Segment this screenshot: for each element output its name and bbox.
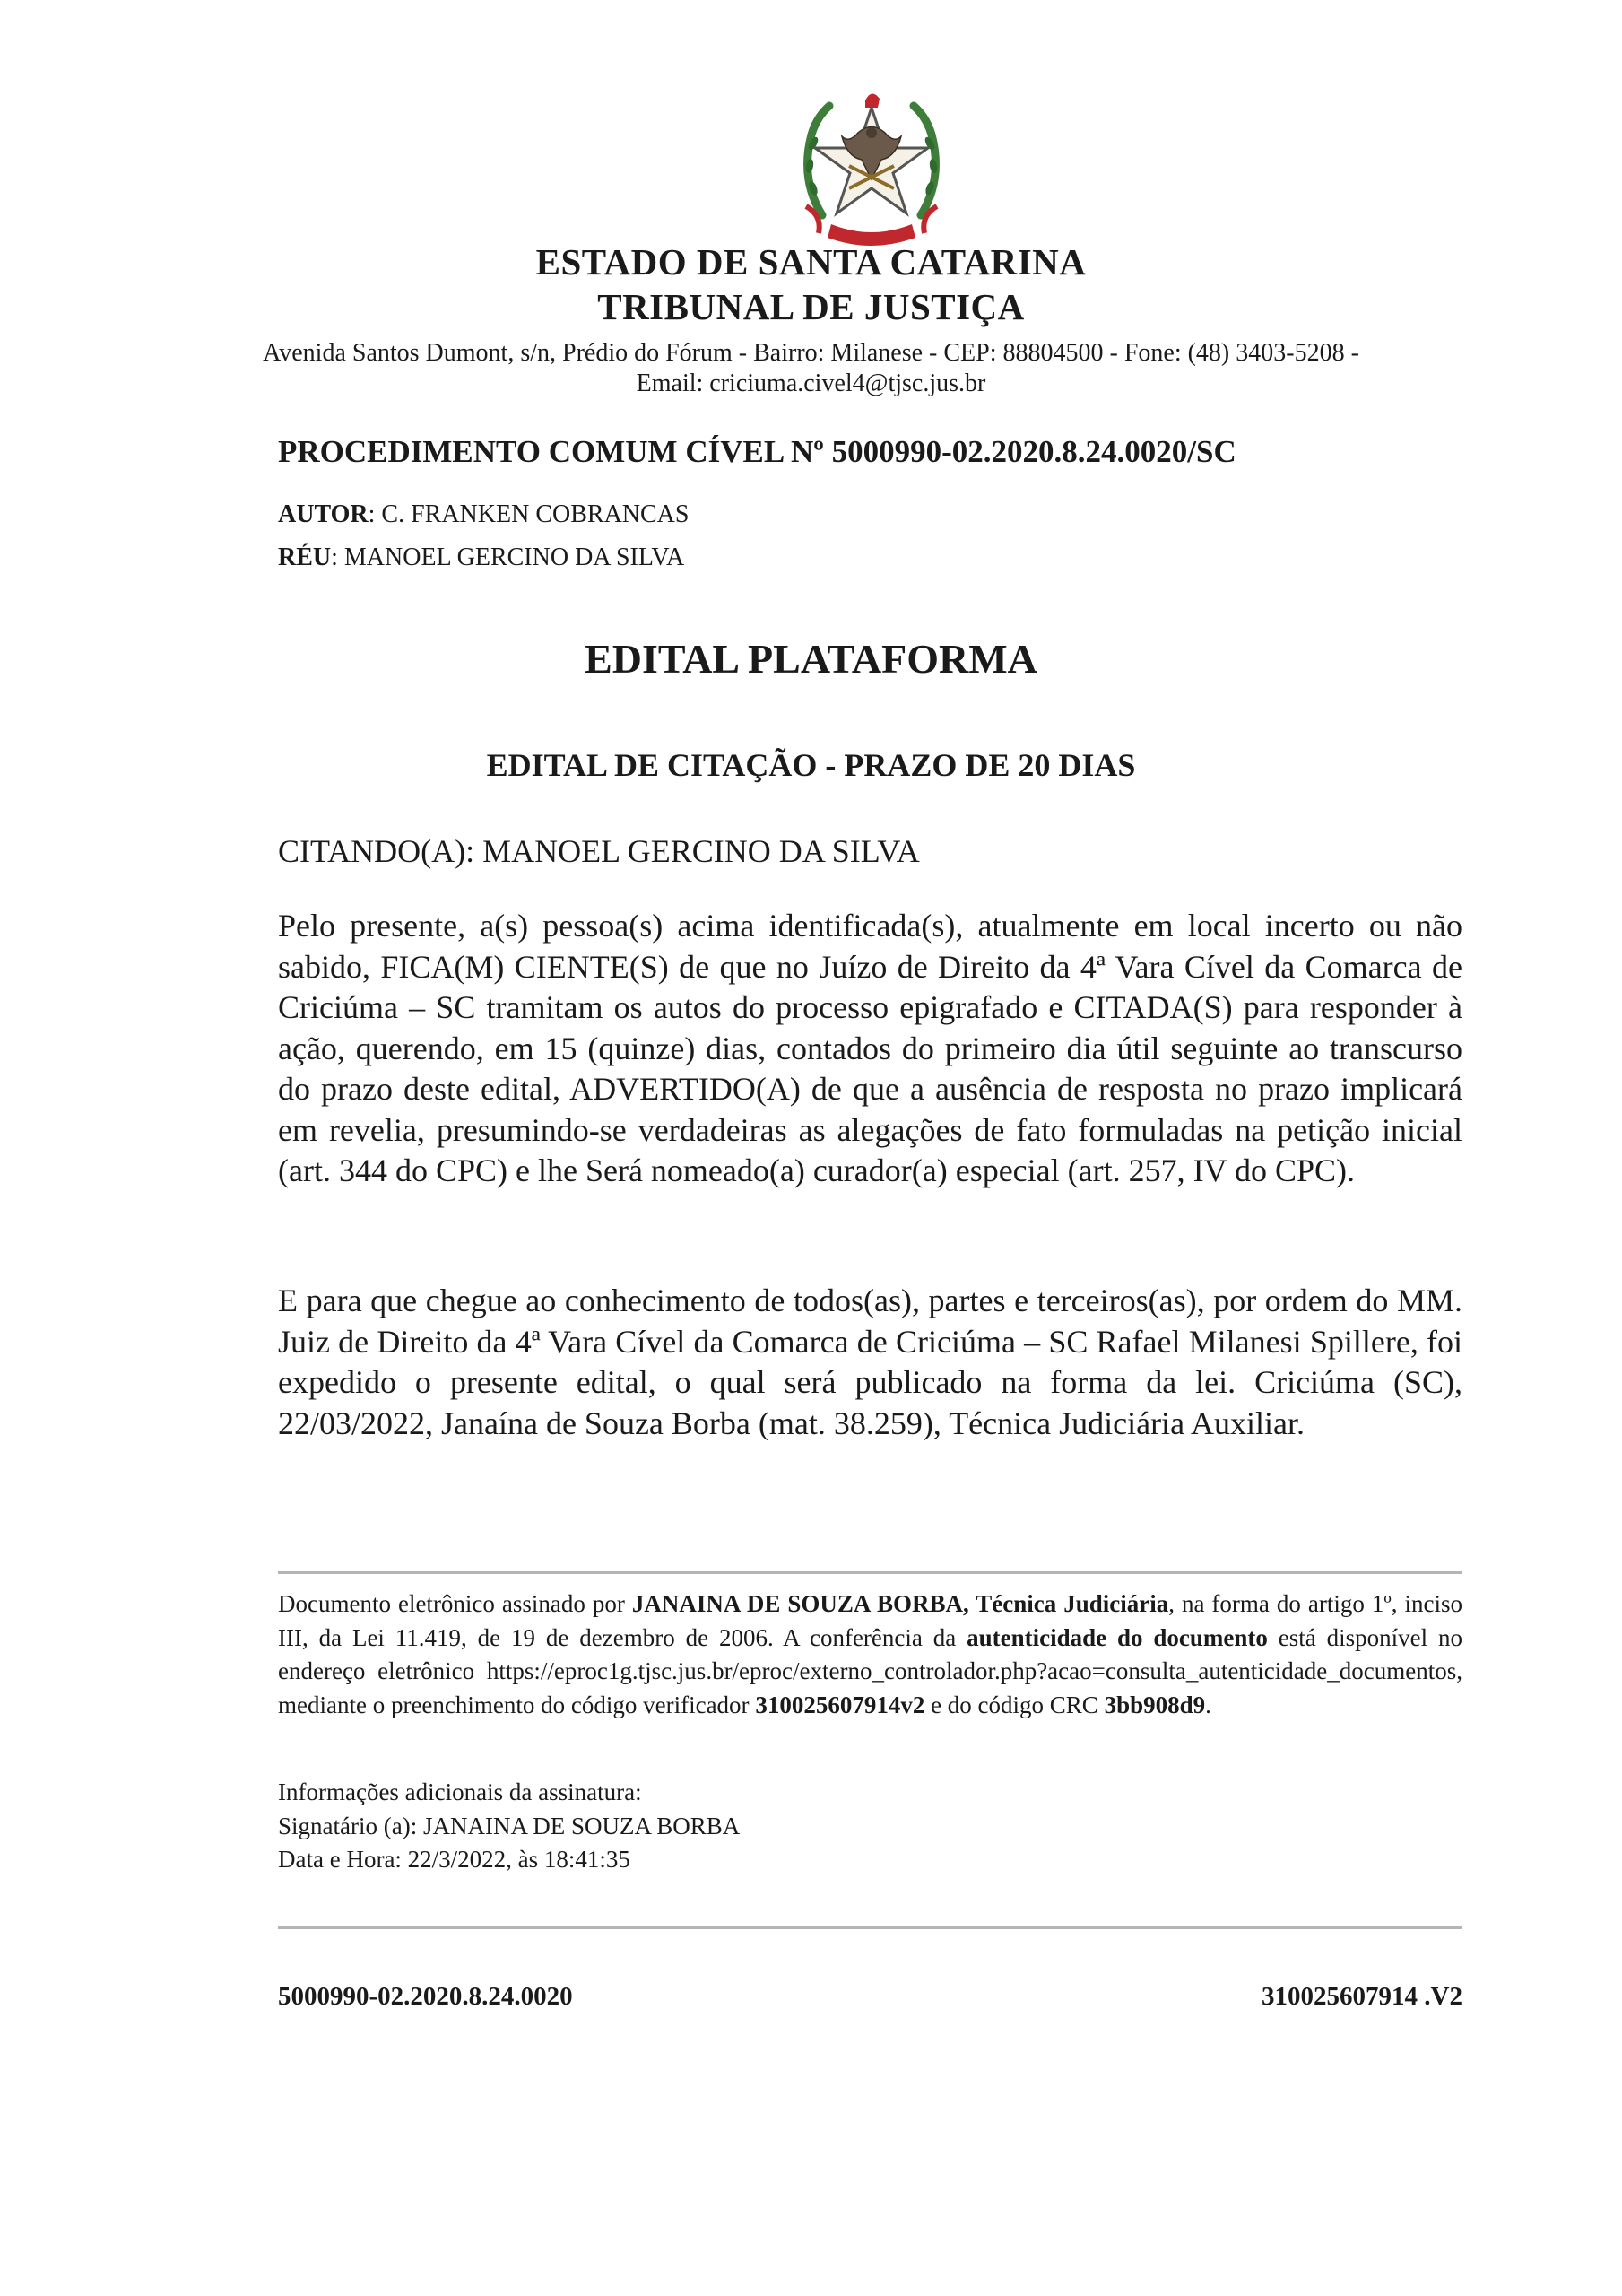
signature-info-signer: Signatário (a): JANAINA DE SOUZA BORBA bbox=[278, 1812, 741, 1839]
signature-text: Documento eletrônico assinado por bbox=[278, 1590, 632, 1617]
divider-top bbox=[278, 1571, 1462, 1574]
signature-info-title: Informações adicionais da assinatura: bbox=[278, 1779, 642, 1805]
reu-value: : MANOEL GERCINO DA SILVA bbox=[331, 544, 685, 571]
court-address: Avenida Santos Dumont, s/n, Prédio do Fórum - Bairro: Milanese - CEP: 88804500 - Fone: (48) 3403-5208 - bbox=[263, 339, 1359, 367]
divider-bottom bbox=[278, 1926, 1462, 1929]
body-paragraph-1: Pelo presente, a(s) pessoa(s) acima identificada(s), atualmente em local incerto ou não sabido, FICA(M) CIENTE(S) de que no Juízo de Direito da 4ª Vara Cível da Comarca de Criciúma – SC tramitam os autos do processo epigrafado e CITADA(S) para responder à ação, querendo, em 15 (quinze) dias, contados do primeiro dia útil seguinte ao transcurso do prazo deste edital, ADVERTIDO(A) de que a ausência de resposta no prazo implicará em revelia, presumindo-se verdadeiras as alegações de fato formuladas na petição inicial (art. 344 do CPC) e lhe Será nomeado(a) curador(a) especial (art. 257, IV do CPC). bbox=[278, 908, 1462, 1188]
court-email: Email: criciuma.civel4@tjsc.jus.br bbox=[636, 370, 986, 397]
body-paragraph-2: E para que chegue ao conhecimento de todos(as), partes e terceiros(as), por ordem do MM. Juiz de Direito da 4ª Vara Cível da Comarca de Criciúma – SC Rafael Milanesi Spillere, foi expedido o presente edital, o qual será publicado na forma da lei. Criciúma (SC), 22/03/2022, Janaína de Souza Borba (mat. 38.259), Técnica Judiciária Auxiliar. bbox=[278, 1283, 1462, 1441]
state-title: ESTADO DE SANTA CATARINA bbox=[535, 241, 1087, 283]
process-title: PROCEDIMENTO COMUM CÍVEL Nº 5000990-02.2020.8.24.0020/SC bbox=[278, 434, 1236, 469]
signature-text: está disponível no endereço eletrônico https://eproc1g.tjsc.jus.br/eproc/externo_controlador.php?acao=consulta_autenticidade_documentos, mediante o preenchimento do código verificador bbox=[278, 1623, 1462, 1718]
reu-label: RÉU bbox=[278, 544, 332, 571]
signature-block bbox=[278, 1587, 1462, 1722]
autor-label: AUTOR bbox=[278, 500, 369, 528]
court-title: TRIBUNAL DE JUSTIÇA bbox=[597, 286, 1025, 327]
verifier-code: 310025607914v2 bbox=[755, 1691, 925, 1718]
signature-text: e do código CRC bbox=[924, 1691, 1105, 1718]
signature-text: . bbox=[1205, 1691, 1211, 1718]
party-autor bbox=[278, 500, 689, 529]
signature-info bbox=[278, 1776, 740, 1877]
authenticity-label: autenticidade do documento bbox=[967, 1623, 1268, 1651]
crc-code: 3bb908d9 bbox=[1104, 1691, 1206, 1718]
footer-process-number: 5000990-02.2020.8.24.0020 bbox=[278, 1982, 573, 2011]
signer-name: JANAINA DE SOUZA BORBA, Técnica Judiciária bbox=[631, 1590, 1169, 1617]
signature-text: , na forma do artigo 1º, inciso III, da Lei 11.419, de 19 de dezembro de 2006. A conferência da bbox=[278, 1590, 1462, 1651]
edital-subtitle: EDITAL DE CITAÇÃO - PRAZO DE 20 DIAS bbox=[486, 747, 1136, 783]
santa-catarina-coat-of-arms-icon bbox=[795, 81, 948, 251]
citando-line: CITANDO(A): MANOEL GERCINO DA SILVA bbox=[278, 833, 920, 869]
autor-value: : C. FRANKEN COBRANCAS bbox=[368, 500, 690, 528]
edital-title: EDITAL PLATAFORMA bbox=[585, 636, 1037, 682]
footer-document-code: 310025607914 .V2 bbox=[1262, 1982, 1462, 2011]
party-reu bbox=[278, 544, 684, 572]
signature-info-datetime: Data e Hora: 22/3/2022, às 18:41:35 bbox=[278, 1846, 630, 1873]
